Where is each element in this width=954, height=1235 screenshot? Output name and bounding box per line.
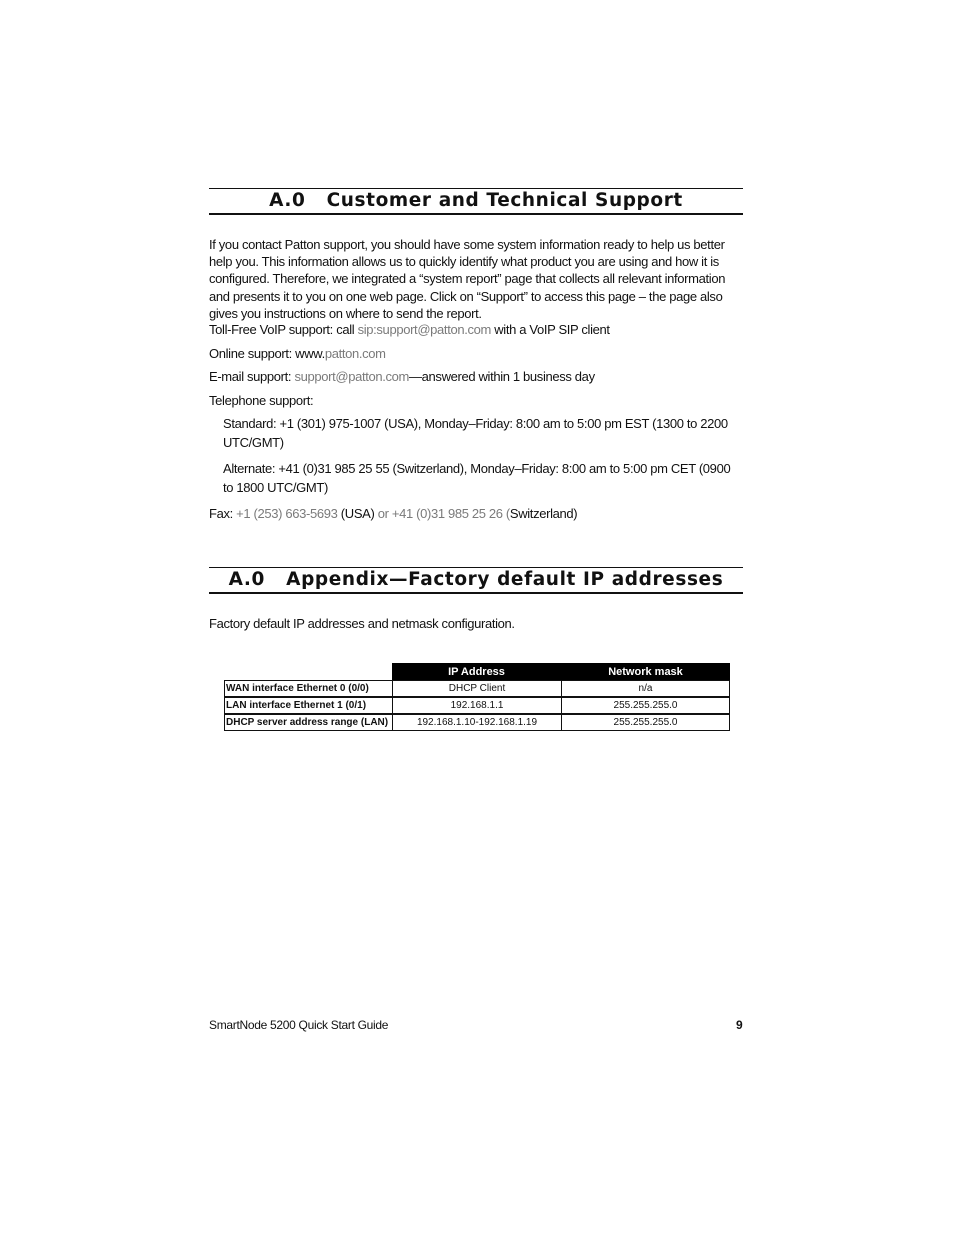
online-support-line	[209, 345, 386, 362]
row-label: WAN interface Ethernet 0 (0/0)	[224, 680, 393, 697]
ip-cell: 192.168.1.10-192.168.1.19	[392, 714, 562, 731]
fax-or: or	[377, 506, 392, 521]
mask-cell: 255.255.255.0	[561, 697, 730, 714]
ip-cell: 192.168.1.1	[392, 697, 562, 714]
fax-prefix: Fax:	[209, 506, 237, 521]
ip-cell: DHCP Client	[392, 680, 562, 697]
page-number: 9	[736, 1018, 743, 1032]
footer-title: SmartNode 5200 Quick Start Guide	[209, 1018, 389, 1032]
section-number: A.0	[269, 190, 306, 211]
voip-suffix: with a VoIP SIP client	[490, 322, 610, 337]
appendix-intro: Factory default IP addresses and netmask configuration.	[209, 616, 515, 631]
table-row	[224, 697, 730, 714]
email-support-line	[209, 368, 595, 385]
row-label: LAN interface Ethernet 1 (0/1)	[224, 697, 393, 714]
section-title: Customer and Technical Support	[326, 190, 683, 211]
section-heading-appendix	[209, 567, 743, 594]
table-row	[224, 714, 730, 731]
fax-ch-label: Switzerland)	[509, 506, 578, 521]
online-link[interactable]: patton.com	[324, 346, 386, 361]
section-title: Appendix—Factory default IP addresses	[286, 569, 724, 590]
fax-ch-number[interactable]: +41 (0)31 985 25 26 (	[391, 506, 510, 521]
fax-us-number[interactable]: +1 (253) 663-5693	[236, 506, 338, 521]
mask-cell: 255.255.255.0	[561, 714, 730, 731]
email-prefix: E-mail support:	[209, 369, 295, 384]
fax-line	[209, 505, 577, 522]
table-row	[224, 680, 730, 697]
voip-support-line	[209, 321, 610, 338]
voip-link[interactable]: sip:support@patton.com	[357, 322, 491, 337]
online-prefix: Online support: www.	[209, 346, 325, 361]
email-link[interactable]: support@patton.com	[294, 369, 410, 384]
mask-cell: n/a	[561, 680, 730, 697]
section-heading-support	[209, 188, 743, 215]
voip-prefix: Toll-Free VoIP support: call	[209, 322, 358, 337]
table-header-row	[224, 663, 730, 680]
section-number: A.0	[228, 569, 266, 590]
telephone-support-label: Telephone support:	[209, 393, 314, 408]
column-header-mask: Network mask	[561, 663, 730, 680]
telephone-standard: Standard: +1 (301) 975-1007 (USA), Monday–Friday: 8:00 am to 5:00 pm EST (1300 to 2200 UTC/GMT)	[223, 416, 728, 450]
telephone-alternate: Alternate: +41 (0)31 985 25 55 (Switzerland), Monday–Friday: 8:00 am to 5:00 pm CET (0900 to 1800 UTC/GMT)	[223, 461, 731, 495]
column-header-ip: IP Address	[392, 663, 561, 680]
fax-us-label: (USA)	[337, 506, 378, 521]
email-suffix: —answered within 1 business day	[409, 369, 595, 384]
intro-paragraph: If you contact Patton support, you should have some system information ready to help us better help you. This information allows us to quickly identify what product you are using and how it is configured. Therefore, we integrated a “system report” page that collects all relevant information and presents it to you on one web page. Click on “Support” to access this page – the page also gives you instructions on where to send the report.	[209, 237, 726, 321]
row-label: DHCP server address range (LAN)	[224, 714, 393, 731]
